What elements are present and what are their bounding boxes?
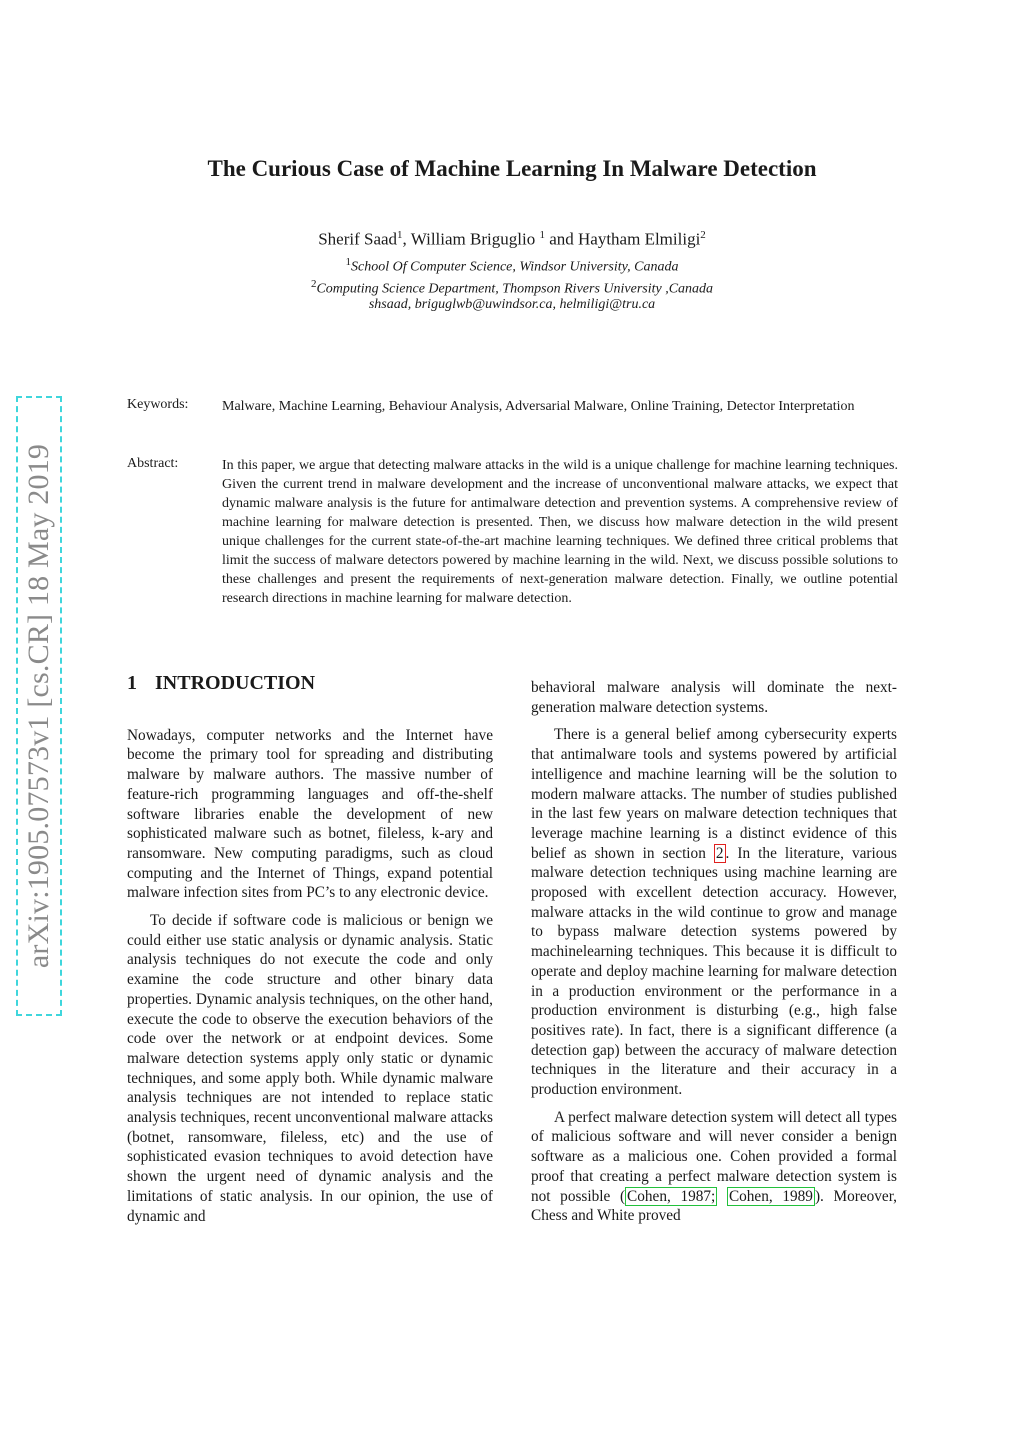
author-name: Sherif Saad xyxy=(318,229,398,249)
citation-link[interactable]: Cohen, 1987; xyxy=(627,1187,716,1205)
author-name: Haytham Elmiligi xyxy=(578,229,701,249)
left-column xyxy=(127,674,493,1226)
paragraph: behavioral malware analysis will dominate the next-generation malware detection systems. xyxy=(531,679,897,716)
abstract-text: In this paper, we argue that detecting malware attacks in the wild is a unique challenge for machine learning techniques. Given the current trend in malware development and the increase of unconventional malware attacks, we expect that dynamic malware analysis is the future for antimalware detection and prevention systems. A comprehensive review of machine learning for malware detection is presented. Then, we discuss how malware detection in the wild present unique challenges for the current state-of-the-art machine learning techniques. We defined three critical problems that limit the success of malware detectors powered by machine learning in the wild. Next, we discuss possible solutions to these challenges and present the requirements of next-generation malware detection. Finally, we outline potential research directions in machine learning for malware detection. xyxy=(222,458,898,606)
author-affiliation-mark: 1 xyxy=(539,229,545,241)
citation-link[interactable]: Cohen, 1989 xyxy=(728,1187,813,1205)
section-title: INTRODUCTION xyxy=(155,672,316,694)
paragraph xyxy=(531,1108,897,1226)
author-separator: , xyxy=(402,229,411,249)
paragraph-text: . In the literature, various malware detection techniques using machine learning are proposed with excellent detection accuracy. However, malware attacks in the wild continue to grow and manage to bypass malware detection systems powered by machinelearning techniques. This because it is difficult to operate and deploy machine learning for malware detection in a production environment or the performance in a production environment is disturbing (e.g., high false positives rate). In fact, there is a significant difference (a detection gap) between the accuracy of malware detection techniques in the literature and their accuracy in a production environment. xyxy=(531,844,897,1099)
affiliation-mark: 2 xyxy=(310,278,317,290)
keywords-label: Keywords: xyxy=(127,397,189,412)
author-affiliation-mark: 2 xyxy=(700,229,706,241)
paragraph-text: ). Moreover, Chess and White proved xyxy=(531,1187,898,1225)
section-number: 1 xyxy=(127,672,137,694)
author-list xyxy=(0,229,1024,250)
keywords-text: Malware, Machine Learning, Behaviour Analysis, Adversarial Malware, Online Training, Detector Interpretation xyxy=(222,399,855,414)
paragraph: Nowadays, computer networks and the Internet have become the primary tool for spreading and distributing malware by malware authors. The massive number of feature-rich programming languages and off-the-shelf software libraries enable the development of new sophisticated malware such as botnet, fileless, k-ary and ransomware. New computing paradigms, such as cloud computing and the Internet of Things, expand potential malware infection sites from PC’s to any electronic device. xyxy=(127,726,493,902)
affiliation-text: Computing Science Department, Thompson Rivers University ,Canada xyxy=(316,281,714,297)
section-reference-link[interactable]: 2 xyxy=(715,844,724,862)
right-column xyxy=(531,678,897,1226)
affiliation-text: School Of Computer Science, Windsor University, Canada xyxy=(351,259,679,275)
paragraph-text: There is a general belief among cybersecurity experts that antimalware tools and systems powered by artificial intelligence and machine learning will be the solution to modern malware attacks. The number of studies published in the last few years on malware detection techniques that leverage machine learning is a distinct evidence of this belief as shown in section xyxy=(531,726,897,862)
paragraph: To decide if software code is malicious or benign we could either use static analysis or dynamic analysis. Static analysis techniques do not execute the code and only examine the code structure and other binary data properties. Dynamic analysis techniques, on the other hand, execute the code to observe the execution behaviors of the code over the network or at endpoint devices. Some malware detection systems apply only static or dynamic techniques, and some apply both. While dynamic malware analysis techniques are not intended to replace static analysis techniques, recent unconventional malware attacks (botnet, ransomware, fileless, etc) and the use of sophisticated evasion techniques to avoid detection have shown the urgent need of dynamic analysis and the limitations of static analysis. In our opinion, the use of dynamic and xyxy=(127,912,493,1225)
paragraph-text: A perfect malware detection system will detect all types of malicious software and will never consider a benign software as a malicious one. Cohen provided a formal proof that creating a perfect malware detection system is not possible ( xyxy=(531,1108,897,1205)
section-heading xyxy=(127,674,493,694)
paragraph xyxy=(531,725,897,1099)
author-emails: shsaad, briguglwb@uwindsor.ca, helmiligi@tru.ca xyxy=(368,297,656,312)
arxiv-identifier-link[interactable] xyxy=(16,396,62,1016)
arxiv-identifier-text: arXiv:1905.07573v1 [cs.CR] 18 May 2019 xyxy=(22,443,55,969)
affiliation-line xyxy=(0,256,1024,276)
author-affiliation-mark: 1 xyxy=(397,229,403,241)
paper-title: The Curious Case of Machine Learning In Malware Detection xyxy=(207,156,817,181)
affiliation-line xyxy=(0,278,1024,298)
abstract-label: Abstract: xyxy=(127,456,179,471)
author-separator: and xyxy=(544,229,578,249)
affiliation-mark: 1 xyxy=(345,256,352,268)
author-name: William Briguglio xyxy=(410,229,540,249)
